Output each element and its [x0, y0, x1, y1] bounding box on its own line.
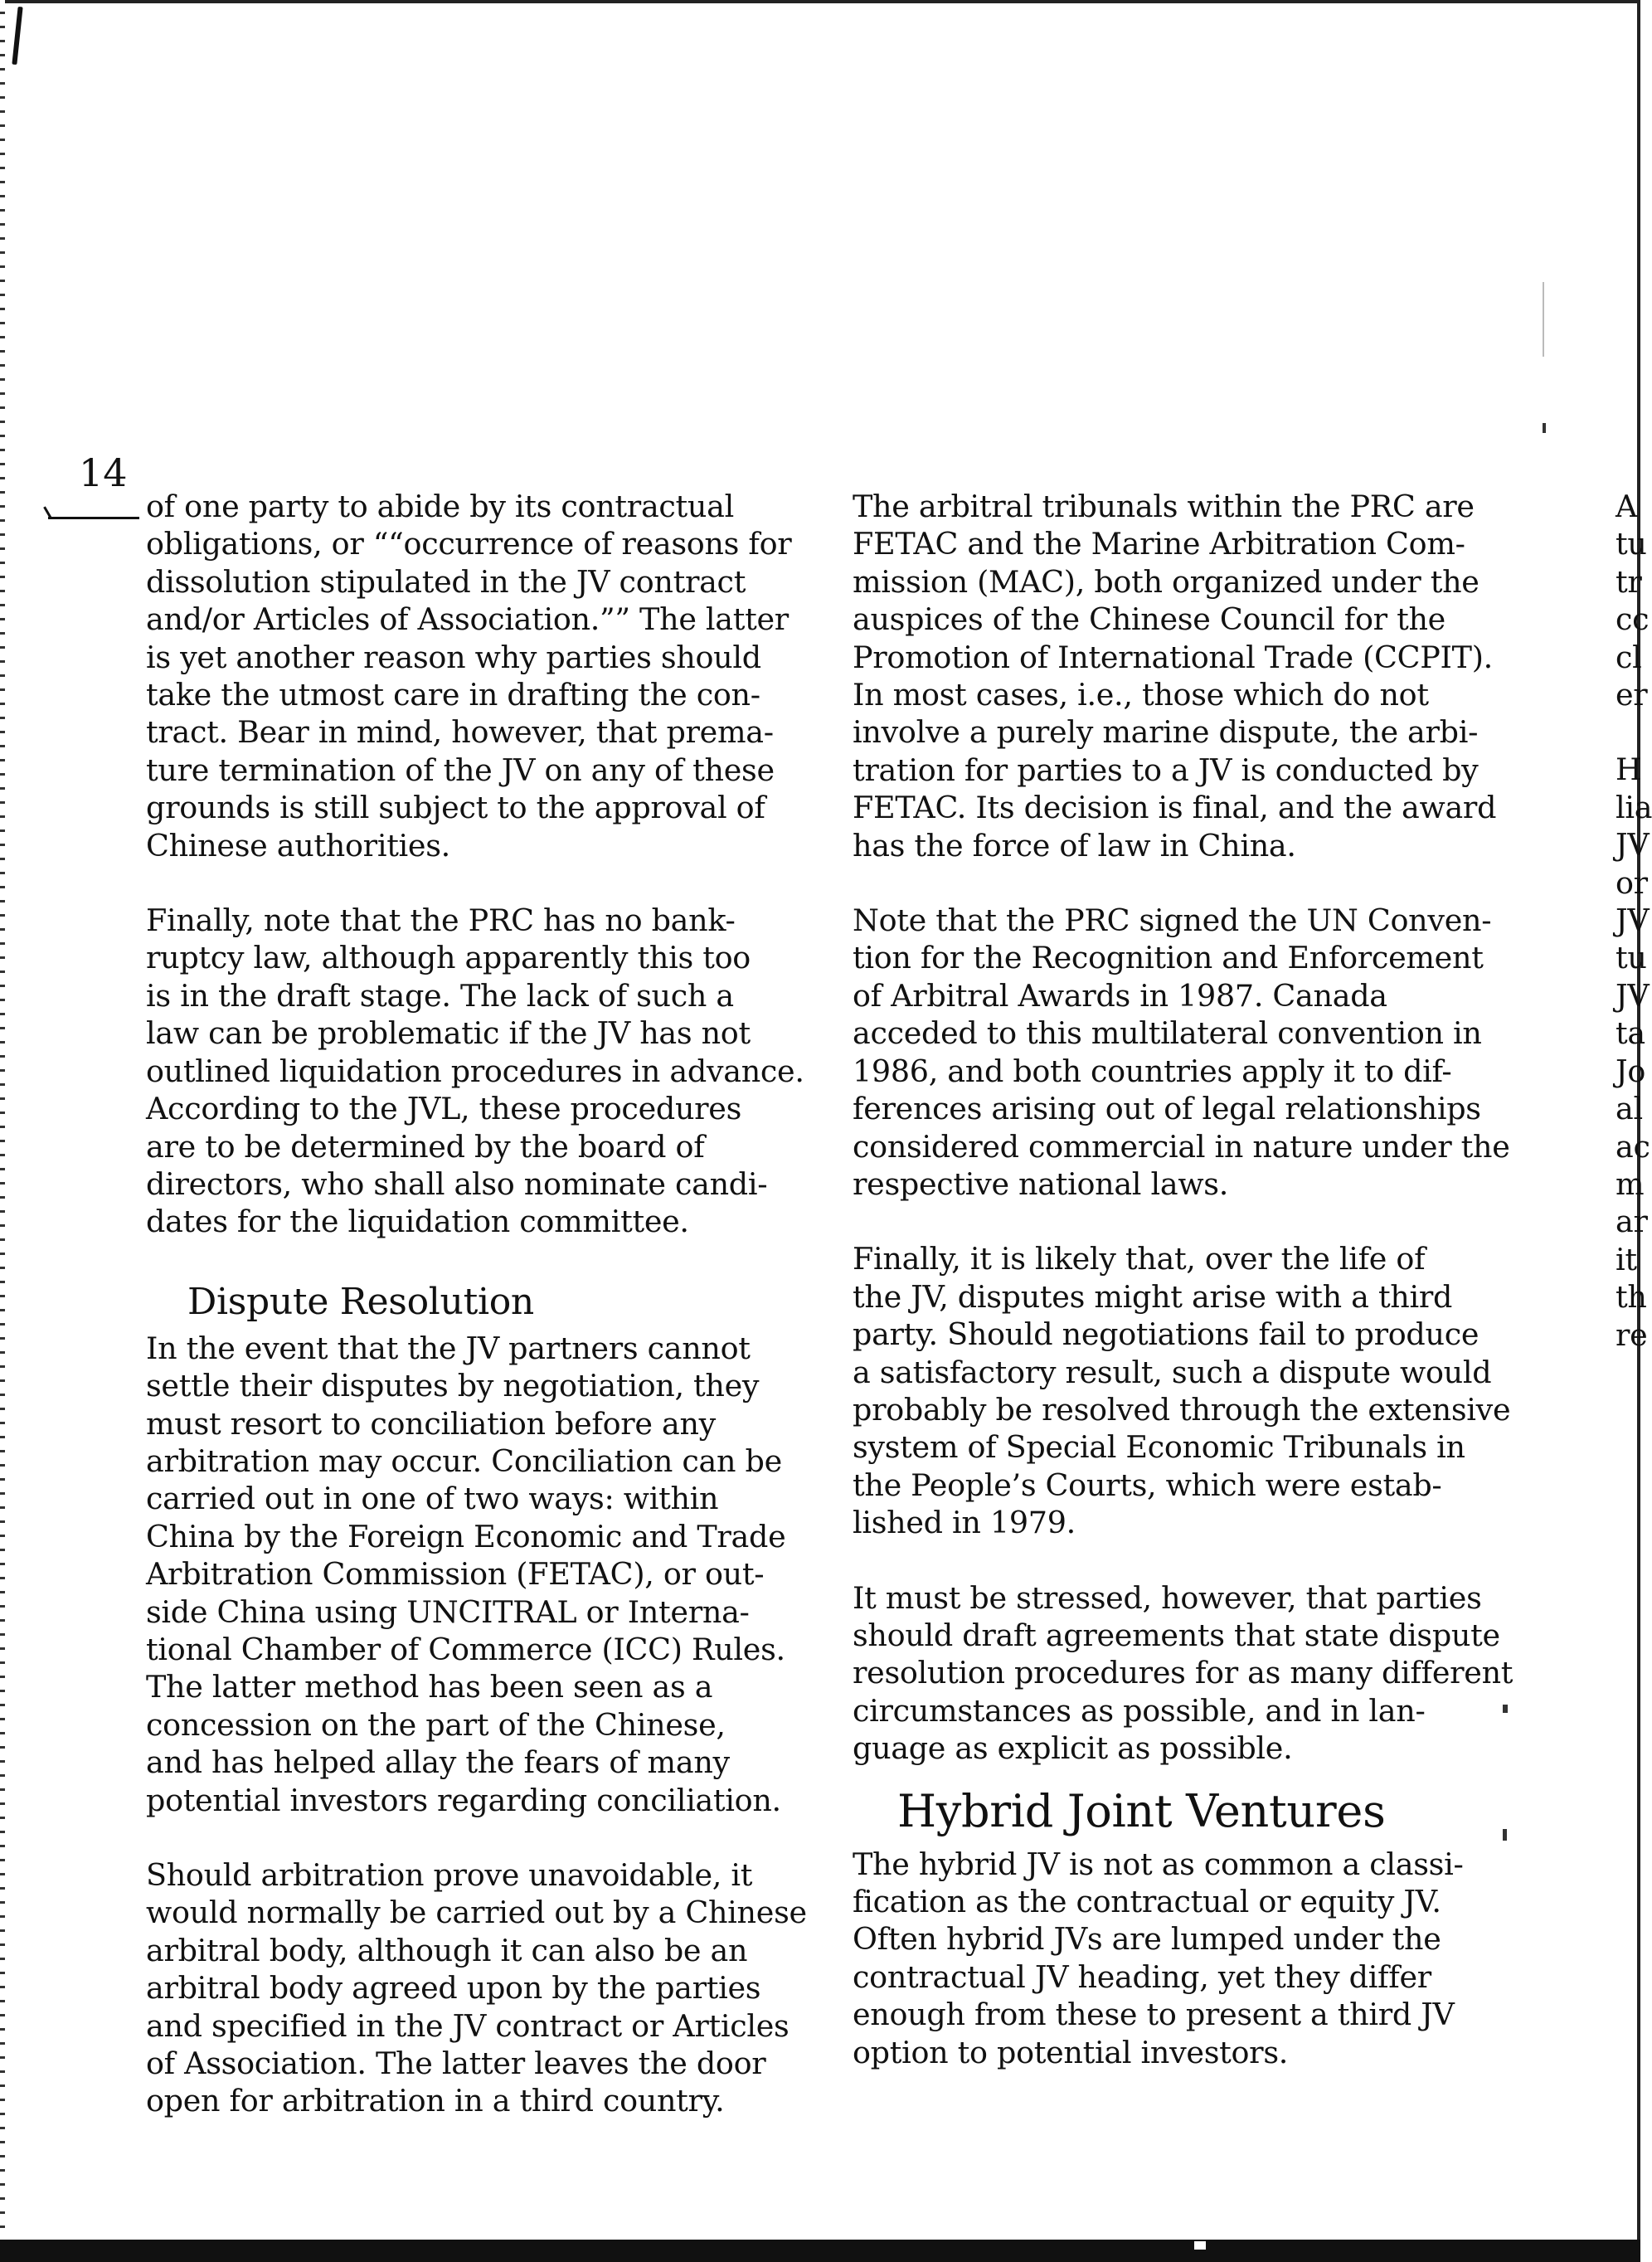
text-line: settle their disputes by negotiation, they — [146, 1368, 760, 1404]
left-paragraph-4 — [146, 1856, 807, 2120]
text-line: of Association. The latter leaves the door — [146, 2046, 766, 2082]
scan-edge-bottom — [0, 2240, 1640, 2262]
text-line: would normally be carried out by a Chinese — [146, 1895, 807, 1931]
scan-corner-mark — [12, 7, 22, 65]
middle-paragraph-2 — [853, 902, 1510, 1203]
text-line: re — [1616, 1316, 1648, 1353]
text-line: take the utmost care in drafting the con- — [146, 677, 760, 713]
text-line: arbitral body agreed upon by the parties — [146, 1970, 761, 2007]
scan-speck — [1194, 2241, 1206, 2250]
page-number-rule — [48, 517, 139, 519]
text-line: arbitration may occur. Conciliation can be — [146, 1442, 782, 1479]
text-line: The latter method has been seen as a — [146, 1669, 713, 1705]
text-line: is in the draft stage. The lack of such a — [146, 977, 734, 1014]
text-line: outlined liquidation procedures in advance. — [146, 1053, 804, 1089]
text-line: directors, who shall also nominate candi- — [146, 1165, 768, 1202]
middle-paragraph-4 — [853, 1579, 1514, 1768]
text-line: and/or Articles of Association.”” The latter — [146, 601, 789, 638]
text-line: law can be problematic if the JV has not — [146, 1015, 751, 1052]
text-line: tion for the Recognition and Enforcement — [853, 940, 1484, 976]
middle-paragraph-5 — [853, 1846, 1499, 2071]
page-number: 14 — [79, 450, 128, 495]
text-line: tration for parties to a JV is conducted by — [853, 752, 1479, 788]
text-line: guage as explicit as possible. — [853, 1730, 1293, 1767]
text-line: 1986, and both countries apply it to dif- — [853, 1053, 1452, 1089]
text-line: option to potential investors. — [853, 2034, 1289, 2070]
text-line: considered commercial in nature under the — [853, 1128, 1510, 1165]
scan-speck — [1503, 1829, 1507, 1841]
text-line: system of Special Economic Tribunals in — [853, 1429, 1465, 1466]
text-line: H — [1616, 752, 1642, 788]
text-line: tional Chamber of Commerce (ICC) Rules. — [146, 1631, 785, 1667]
text-line: a satisfactory result, such a dispute would — [853, 1354, 1492, 1390]
text-line: side China using UNCITRAL or Interna- — [146, 1593, 750, 1630]
text-line: concession on the part of the Chinese, — [146, 1706, 726, 1743]
text-line: involve a purely marine dispute, the arbi- — [853, 714, 1479, 751]
text-line: is yet another reason why parties should — [146, 639, 761, 675]
text-line: cl — [1616, 639, 1642, 675]
text-line: are to be determined by the board of — [146, 1128, 705, 1165]
text-line: it — [1616, 1241, 1637, 1277]
scan-edge-top — [0, 0, 1640, 3]
text-line: the People’s Courts, which were estab- — [853, 1467, 1442, 1503]
text-line: al — [1616, 1091, 1643, 1127]
scan-edge-left — [0, 0, 5, 2262]
right-column-cropped — [1616, 488, 1652, 1391]
text-line: FETAC. Its decision is final, and the award — [853, 790, 1497, 826]
text-line: China by the Foreign Economic and Trade — [146, 1518, 786, 1554]
text-line: ta — [1616, 1015, 1645, 1052]
text-line: Note that the PRC signed the UN Conven- — [853, 902, 1492, 939]
text-line: ar — [1616, 1204, 1648, 1240]
text-line: and has helped allay the fears of many — [146, 1744, 730, 1781]
text-line: must resort to conciliation before any — [146, 1405, 717, 1442]
text-line: potential investors regarding conciliation. — [146, 1782, 781, 1818]
middle-paragraph-3 — [853, 1240, 1511, 1541]
left-paragraph-3 — [146, 1330, 785, 1819]
text-line: respective national laws. — [853, 1165, 1228, 1202]
middle-paragraph-1 — [853, 488, 1499, 864]
text-line: has the force of law in China. — [853, 827, 1296, 863]
text-line: and specified in the JV contract or Articles — [146, 2007, 790, 2044]
text-line: cc — [1616, 601, 1650, 638]
text-line: lished in 1979. — [853, 1505, 1076, 1541]
text-line: grounds is still subject to the approval of — [146, 790, 765, 826]
text-line: obligations, or ““occurrence of reasons for — [146, 526, 792, 562]
text-line: contractual JV heading, yet they differ — [853, 1958, 1431, 1995]
text-line: dates for the liquidation committee. — [146, 1204, 689, 1240]
text-line: of one party to abide by its contractual — [146, 489, 734, 524]
scan-speck — [1543, 282, 1544, 357]
scan-speck — [1543, 423, 1546, 433]
text-line: In the event that the JV partners cannot — [146, 1330, 751, 1366]
text-line: The arbitral tribunals within the PRC are — [853, 489, 1475, 524]
text-line: dissolution stipulated in the JV contract — [146, 563, 746, 600]
left-column — [146, 488, 807, 2157]
text-line: carried out in one of two ways: within — [146, 1481, 719, 1517]
text-line: tu — [1616, 526, 1647, 562]
text-line: Often hybrid JVs are lumped under the — [853, 1921, 1441, 1958]
text-line: or — [1616, 864, 1648, 901]
text-line: tr — [1616, 563, 1642, 600]
text-line: the JV, disputes might arise with a third — [853, 1278, 1453, 1315]
text-line: fication as the contractual or equity JV. — [853, 1884, 1441, 1919]
text-line: FETAC and the Marine Arbitration Com- — [853, 526, 1465, 562]
text-line: Promotion of International Trade (CCPIT). — [853, 639, 1493, 675]
middle-column — [853, 488, 1514, 2109]
text-line: The hybrid JV is not as common a classi- — [853, 1846, 1464, 1882]
text-line: of Arbitral Awards in 1987. Canada — [853, 977, 1387, 1014]
text-line: party. Should negotiations fail to produce — [853, 1316, 1480, 1353]
text-line: circumstances as possible, and in lan- — [853, 1692, 1426, 1729]
text-line: Jo — [1616, 1053, 1646, 1089]
text-line: According to the JVL, these procedures — [146, 1091, 742, 1127]
text-line: auspices of the Chinese Council for the — [853, 601, 1446, 638]
left-paragraph-2 — [146, 902, 804, 1241]
text-line: mission (MAC), both organized under the — [853, 563, 1480, 600]
text-line: Should arbitration prove unavoidable, it — [146, 1857, 753, 1893]
text-line: Chinese authorities. — [146, 827, 450, 863]
text-line: Finally, note that the PRC has no bank- — [146, 902, 736, 939]
text-line: open for arbitration in a third country. — [146, 2083, 725, 2119]
text-line: enough from these to present a third JV — [853, 1997, 1455, 2033]
text-line: er — [1616, 677, 1648, 713]
text-line: m — [1616, 1165, 1645, 1202]
text-line: ture termination of the JV on any of these — [146, 752, 775, 788]
text-line: In most cases, i.e., those which do not — [853, 677, 1429, 713]
text-line: JV — [1616, 977, 1650, 1014]
text-line: acceded to this multilateral convention in — [853, 1015, 1482, 1052]
left-paragraph-1 — [146, 488, 792, 864]
text-line: A — [1616, 489, 1638, 524]
text-line: Finally, it is likely that, over the life of — [853, 1241, 1426, 1277]
text-line: JV — [1616, 827, 1650, 863]
text-line: tract. Bear in mind, however, that prema- — [146, 714, 774, 751]
section-heading-dispute-resolution: Dispute Resolution — [187, 1280, 534, 1323]
section-heading-hybrid-joint-ventures: Hybrid Joint Ventures — [897, 1784, 1386, 1837]
right-fragment-block-2 — [1616, 751, 1652, 1354]
text-line: arbitral body, although it can also be an — [146, 1932, 748, 1968]
text-line: th — [1616, 1279, 1647, 1316]
text-line: tu — [1616, 940, 1647, 976]
text-line: ruptcy law, although apparently this too — [146, 940, 751, 976]
text-line: JV — [1616, 902, 1650, 939]
text-line: ac — [1616, 1128, 1650, 1165]
scan-speck — [1503, 1705, 1508, 1713]
text-line: It must be stressed, however, that parties — [853, 1579, 1482, 1616]
right-fragment-block-1 — [1616, 488, 1650, 713]
text-line: lia — [1616, 789, 1652, 825]
text-line: should draft agreements that state dispute — [853, 1617, 1500, 1653]
text-line: ferences arising out of legal relationships — [853, 1091, 1481, 1127]
text-line: resolution procedures for as many different — [853, 1655, 1514, 1691]
text-line: probably be resolved through the extensive — [853, 1391, 1511, 1428]
text-line: Arbitration Commission (FETAC), or out- — [146, 1556, 765, 1593]
